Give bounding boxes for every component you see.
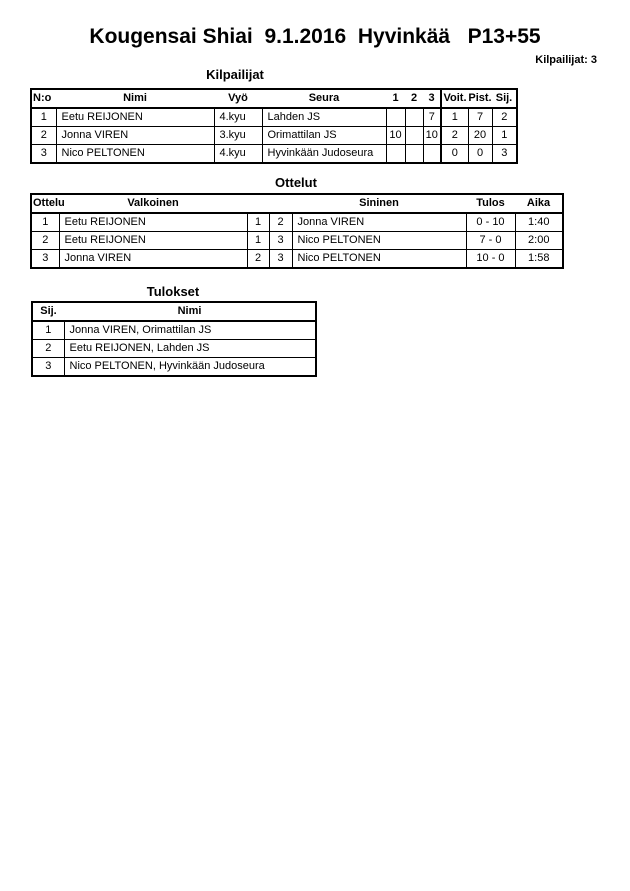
- table-cell: 1:58: [515, 250, 563, 269]
- table-cell: Nico PELTONEN: [292, 232, 466, 250]
- table-cell: Eetu REIJONEN: [59, 232, 247, 250]
- table-cell: 0: [441, 145, 468, 164]
- table-cell: 7: [423, 108, 441, 127]
- column-header: Nimi: [56, 89, 214, 108]
- page-title: Kougensai Shiai 9.1.2016 Hyvinkää P13+55: [89, 25, 541, 48]
- table-cell: Hyvinkään Judoseura: [262, 145, 386, 164]
- table-row: [31, 232, 563, 250]
- column-header: 1: [386, 89, 405, 108]
- table-cell: Nico PELTONEN, Hyvinkään Judoseura: [64, 358, 316, 377]
- matches-table: [30, 193, 564, 269]
- column-header: N:o: [31, 89, 56, 108]
- header-row: [32, 302, 316, 321]
- table-cell: Lahden JS: [262, 108, 386, 127]
- matches-section: [30, 193, 564, 269]
- column-header: Seura: [262, 89, 386, 108]
- results-section-heading: Tulokset: [146, 284, 200, 299]
- table-cell: 0 - 10: [466, 213, 515, 232]
- table-cell: 10: [423, 127, 441, 145]
- table-cell: 2: [441, 127, 468, 145]
- table-row: [32, 358, 316, 377]
- column-header: Pist.: [468, 89, 492, 108]
- table-cell: 1: [247, 213, 269, 232]
- table-cell: [386, 108, 405, 127]
- column-header: Nimi: [64, 302, 316, 321]
- table-cell: 10: [386, 127, 405, 145]
- column-header: Aika: [515, 194, 563, 213]
- table-cell: Jonna VIREN, Orimattilan JS: [64, 321, 316, 340]
- table-cell: 4.kyu: [214, 108, 262, 127]
- table-cell: 2: [492, 108, 517, 127]
- column-header: [269, 194, 292, 213]
- results-section: [31, 301, 317, 377]
- column-header: [247, 194, 269, 213]
- table-cell: 1: [247, 232, 269, 250]
- table-cell: 0: [468, 145, 492, 164]
- table-cell: 2: [269, 213, 292, 232]
- table-cell: 3: [31, 250, 59, 269]
- table-row: [31, 250, 563, 269]
- competitors-table: [30, 88, 518, 164]
- column-header: Voit.: [441, 89, 468, 108]
- table-cell: 7: [468, 108, 492, 127]
- table-row: [31, 108, 517, 127]
- table-cell: [423, 145, 441, 164]
- table-cell: Eetu REIJONEN: [59, 213, 247, 232]
- table-cell: Orimattilan JS: [262, 127, 386, 145]
- table-cell: [386, 145, 405, 164]
- results-table: [31, 301, 317, 377]
- competitors-count-label: Kilpailijat: 3: [535, 54, 597, 66]
- table-cell: 3: [31, 145, 56, 164]
- table-cell: Eetu REIJONEN, Lahden JS: [64, 340, 316, 358]
- header-row: [31, 89, 517, 108]
- table-row: [31, 127, 517, 145]
- table-row: [31, 213, 563, 232]
- table-cell: 2: [31, 127, 56, 145]
- column-header: 2: [405, 89, 423, 108]
- column-header: Tulos: [466, 194, 515, 213]
- table-cell: Nico PELTONEN: [56, 145, 214, 164]
- header-row: [31, 194, 563, 213]
- table-cell: Nico PELTONEN: [292, 250, 466, 269]
- table-cell: Jonna VIREN: [292, 213, 466, 232]
- table-cell: 3: [492, 145, 517, 164]
- column-header: Valkoinen: [59, 194, 247, 213]
- table-cell: 1: [441, 108, 468, 127]
- column-header: Sij.: [32, 302, 64, 321]
- table-row: [32, 321, 316, 340]
- table-cell: 10 - 0: [466, 250, 515, 269]
- table-cell: 1: [492, 127, 517, 145]
- column-header: 3: [423, 89, 441, 108]
- table-cell: Jonna VIREN: [56, 127, 214, 145]
- table-cell: 1: [31, 213, 59, 232]
- table-cell: [405, 108, 423, 127]
- table-cell: 20: [468, 127, 492, 145]
- column-header: Sij.: [492, 89, 517, 108]
- table-cell: 3: [269, 250, 292, 269]
- table-cell: 2: [31, 232, 59, 250]
- competitors-section-heading: Kilpailijat: [206, 67, 264, 82]
- table-cell: Jonna VIREN: [59, 250, 247, 269]
- table-cell: 2: [247, 250, 269, 269]
- table-cell: 4.kyu: [214, 145, 262, 164]
- table-cell: 1:40: [515, 213, 563, 232]
- table-cell: Eetu REIJONEN: [56, 108, 214, 127]
- table-cell: 1: [31, 108, 56, 127]
- table-cell: 7 - 0: [466, 232, 515, 250]
- table-cell: 3: [32, 358, 64, 377]
- table-cell: 3.kyu: [214, 127, 262, 145]
- column-header: Vyö: [214, 89, 262, 108]
- table-cell: 2:00: [515, 232, 563, 250]
- table-row: [32, 340, 316, 358]
- table-row: [31, 145, 517, 164]
- column-header: Sininen: [292, 194, 466, 213]
- column-header: Ottelu: [31, 194, 59, 213]
- competitors-section: [30, 88, 518, 164]
- table-cell: 2: [32, 340, 64, 358]
- matches-section-heading: Ottelut: [275, 175, 317, 190]
- table-cell: 1: [32, 321, 64, 340]
- table-cell: [405, 127, 423, 145]
- table-cell: [405, 145, 423, 164]
- table-cell: 3: [269, 232, 292, 250]
